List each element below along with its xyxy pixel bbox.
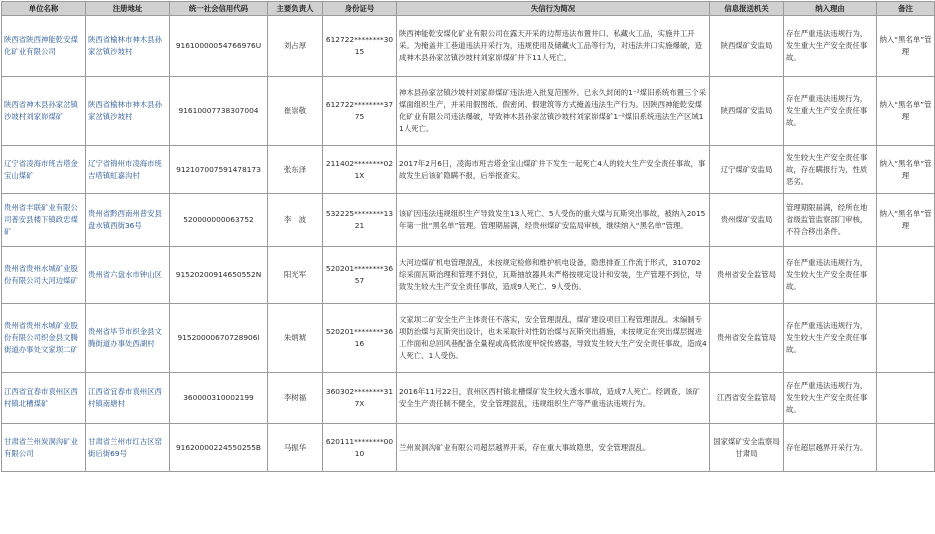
- cell-note: 纳入“黑名单”管理: [877, 194, 935, 247]
- table-row: [2, 424, 935, 472]
- header-person: 主要负责人: [268, 2, 323, 16]
- cell-reason: 发生较大生产安全责任事故，存在瞒报行为，性质恶劣。: [784, 146, 877, 194]
- table-row: [2, 247, 935, 304]
- cell-credit-code: 520000000063752: [170, 194, 268, 247]
- cell-note: [877, 304, 935, 373]
- header-id: 身份证号: [323, 2, 397, 16]
- header-address: 注册地址: [86, 2, 170, 16]
- cell-person: 李 波: [268, 194, 323, 247]
- cell-reason: 存在严重违法违规行为，发生重大生产安全责任事故。: [784, 77, 877, 146]
- cell-person: 李树福: [268, 373, 323, 424]
- cell-credit-code: 91610007738307004: [170, 77, 268, 146]
- cell-note: [877, 373, 935, 424]
- cell-person: 朱炳琥: [268, 304, 323, 373]
- cell-person: 阳光军: [268, 247, 323, 304]
- cell-reason: 管理期限届满，经所在地省级监管监察部门审核，不符合移出条件。: [784, 194, 877, 247]
- cell-reason: 存在严重违法违规行为，发生重大生产安全责任事故。: [784, 16, 877, 77]
- cell-address: 贵州省六盘水市钟山区: [86, 247, 170, 304]
- cell-person: 崔崇敬: [268, 77, 323, 146]
- table-row: [2, 16, 935, 77]
- cell-behavior: 陕西神能乾安煤化矿业有限公司在露天开采的边帮违法布置井口、私藏火工品，实施井工开采。为掩盖井工巷道违法开采行为，违规使用及储藏火工品等行为，对违法井口实施爆破，造成神木县孙家岔镇沙坡村刘家峁煤矿井下11人死亡。: [397, 16, 710, 77]
- cell-behavior: 兰州炭洞沟矿业有限公司超层越界开采，存在重大事故隐患，安全管理混乱。: [397, 424, 710, 472]
- header-reason: 纳入理由: [784, 2, 877, 16]
- cell-id: 612722********3015: [323, 16, 397, 77]
- cell-behavior: 大河边煤矿机电管理混乱，未按规定检修和维护机电设备，隐患排查工作流于形式，310702综采面瓦斯治理和管理不到位，瓦斯抽放器具未严格按规定设计和安装，生产管理不到位，导致发生较大生产安全责任事故，造成9人死亡、9人受伤。: [397, 247, 710, 304]
- header-unit: 单位名称: [2, 2, 86, 16]
- cell-credit-code: 91210700759147817З: [170, 146, 268, 194]
- cell-address: 陕西省榆林市神木县孙家岔镇沙坡村: [86, 16, 170, 77]
- cell-unit: 辽宁省凌海市班吉塔金宝山煤矿: [2, 146, 86, 194]
- header-org: 信息报送机关: [710, 2, 784, 16]
- cell-org: 江西省安全监管局: [710, 373, 784, 424]
- cell-credit-code: 91520200914650552N: [170, 247, 268, 304]
- cell-behavior: 神木县孙家岔镇沙坡村刘家峁煤矿违法进入批复范围外、已永久封闭的1⁻²煤旧系统布置三个采煤面组织生产，并采用假图纸、假密闭、假建筑等方式掩盖违法生产行为。因陕西神能乾安煤化矿业有限公司违法爆破，导致神木县孙家岔镇沙坡村刘家峁煤矿1⁻²煤旧系统违法生产区域11人死亡。: [397, 77, 710, 146]
- cell-address: 江西省宜春市袁州区西村镇南塘村: [86, 373, 170, 424]
- cell-unit: 贵州省丰联矿业有限公司普安县楼下镇政忠煤矿: [2, 194, 86, 247]
- header-credit-code: 统一社会信用代码: [170, 2, 268, 16]
- cell-address: 贵州省毕节市织金县文腾街道办事处西湖村: [86, 304, 170, 373]
- cell-credit-code: 360000310002199: [170, 373, 268, 424]
- cell-unit: 江西省宜春市袁州区西村镇北槽煤矿: [2, 373, 86, 424]
- cell-reason: 存在超层越界开采行为。: [784, 424, 877, 472]
- table-row: [2, 194, 935, 247]
- header-row: [2, 2, 935, 16]
- cell-note: 纳入“黑名单”管理: [877, 77, 935, 146]
- table-row: [2, 373, 935, 424]
- cell-address: 贵州省黔西南州普安县盘水镇西街36号: [86, 194, 170, 247]
- cell-id: 612722********3775: [323, 77, 397, 146]
- cell-org: 陕西煤矿安监局: [710, 16, 784, 77]
- cell-credit-code: 91520000670728906l: [170, 304, 268, 373]
- cell-unit: 陕西省陕西神能乾安煤化矿业有限公司: [2, 16, 86, 77]
- cell-note: [877, 247, 935, 304]
- cell-unit: 贵州省贵州水城矿业股份有限公司织金县文腾街道办事处文家坝二矿: [2, 304, 86, 373]
- cell-reason: 存在严重违法违规行为，发生较大生产安全责任事故。: [784, 247, 877, 304]
- cell-note: 纳入“黑名单”管理: [877, 16, 935, 77]
- cell-person: 刘占厚: [268, 16, 323, 77]
- cell-person: 张东泽: [268, 146, 323, 194]
- header-behavior: 失信行为简况: [397, 2, 710, 16]
- cell-behavior: 该矿因违法违规组织生产导致发生13人死亡、5人受伤的重大煤与瓦斯突出事故，被纳入2015年第一批“黑名单”管理。管理期届满，经贵州煤矿安监局审核，继续纳入“黑名单”管理。: [397, 194, 710, 247]
- cell-note: [877, 424, 935, 472]
- cell-reason: 存在严重违法违规行为，发生较大生产安全责任事故。: [784, 304, 877, 373]
- cell-note: 纳入“黑名单”管理: [877, 146, 935, 194]
- cell-address: 辽宁省锦州市凌海市班吉塔镇虹嘉沟村: [86, 146, 170, 194]
- cell-org: 贵州省安全监管局: [710, 304, 784, 373]
- cell-id: 211402********021X: [323, 146, 397, 194]
- cell-id: 520201********3657: [323, 247, 397, 304]
- cell-unit: 贵州省贵州水城矿业股份有限公司大河边煤矿: [2, 247, 86, 304]
- cell-id: 620111********0010: [323, 424, 397, 472]
- cell-id: 520201********3616: [323, 304, 397, 373]
- cell-org: 辽宁煤矿安监局: [710, 146, 784, 194]
- cell-id: 360302********317X: [323, 373, 397, 424]
- table-row: [2, 304, 935, 373]
- cell-reason: 存在严重违法违规行为，发生较大生产安全责任事故。: [784, 373, 877, 424]
- cell-unit: 甘肃省兰州炭洞沟矿业有限公司: [2, 424, 86, 472]
- cell-org: 贵州煤矿安监局: [710, 194, 784, 247]
- cell-address: 甘肃省兰州市红古区窑街后街69号: [86, 424, 170, 472]
- cell-org: 贵州省安全监管局: [710, 247, 784, 304]
- cell-person: 马振华: [268, 424, 323, 472]
- cell-org: 国家煤矿安全监察局甘肃局: [710, 424, 784, 472]
- cell-behavior: 2017年2月6日，凌海市班吉塔金宝山煤矿井下发生一起死亡4人的较大生产安全责任事故，事故发生后该矿隐瞒不报，后举报查实。: [397, 146, 710, 194]
- cell-unit: 陕西省神木县孙家岔镇沙坡村刘家峁煤矿: [2, 77, 86, 146]
- cell-address: 陕西省榆林市神木县孙家岔镇沙坡村: [86, 77, 170, 146]
- table-row: [2, 77, 935, 146]
- header-note: 备注: [877, 2, 935, 16]
- cell-credit-code: 91620000224550255B: [170, 424, 268, 472]
- cell-id: 532225********1321: [323, 194, 397, 247]
- cell-credit-code: 91610000054766976U: [170, 16, 268, 77]
- cell-behavior: 2016年11月22日，袁州区西村镇北槽煤矿发生较大透水事故，造成7人死亡。经调查，该矿安全生产责任制不健全，安全管理混乱，违规组织生产等严重违法违规行为。: [397, 373, 710, 424]
- blacklist-table: [1, 1, 935, 472]
- cell-org: 陕西煤矿安监局: [710, 77, 784, 146]
- table-row: [2, 146, 935, 194]
- cell-behavior: 文家坝二矿安全生产主体责任不落实，安全管理混乱，煤矿建设项目工程管理混乱。未编制专项防治煤与瓦斯突出设计，也未采取针对性防治煤与瓦斯突出措施，未按规定在突出煤层掘进工作面和总回风巷配备全量程或高低浓度甲烷传感器，导致发生较大生产安全责任事故，造成4人死亡、1人受伤。: [397, 304, 710, 373]
